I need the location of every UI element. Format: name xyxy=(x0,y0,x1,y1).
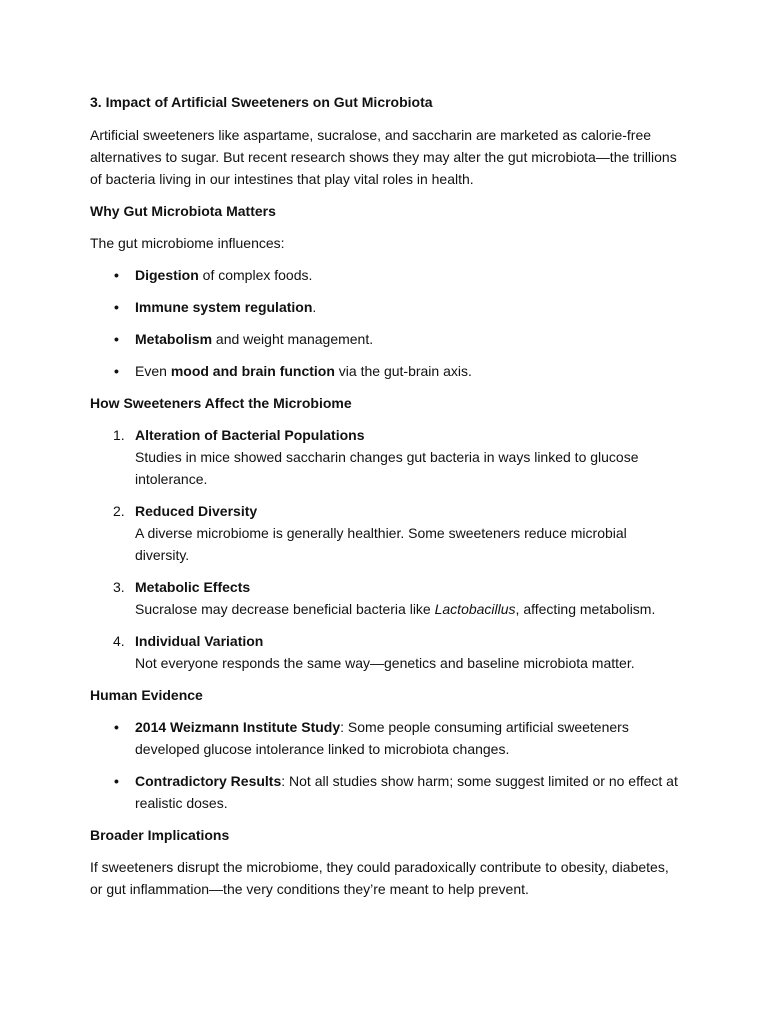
human-heading: Human Evidence xyxy=(90,687,203,703)
section-title: 3. Impact of Artificial Sweeteners on Gut Microbiota xyxy=(90,94,433,110)
step-number: 1. xyxy=(113,427,125,443)
intro-paragraph: Artificial sweeteners like aspartame, sucralose, and saccharin are marketed as calorie-free alternatives to sugar. But recent research shows they may alter the gut microbiota—the trillions of bacteria living in our intestines that play vital roles in health. xyxy=(90,127,677,187)
list-item: • Even mood and brain function via the gut-brain axis. xyxy=(135,360,680,382)
why-lead: The gut microbiome influences: xyxy=(90,235,285,251)
why-heading: Why Gut Microbiota Matters xyxy=(90,203,276,219)
list-item: 1. Alteration of Bacterial Populations Studies in mice showed saccharin changes gut bacteria in ways linked to glucose intolerance. xyxy=(135,424,680,490)
step-number: 2. xyxy=(113,503,125,519)
list-item: 2. Reduced Diversity A diverse microbiome is generally healthier. Some sweeteners reduce microbial diversity. xyxy=(135,500,680,566)
list-item: • Immune system regulation. xyxy=(135,296,680,318)
list-item: • Contradictory Results: Not all studies show harm; some suggest limited or no effect at realistic doses. xyxy=(135,770,680,814)
how-list xyxy=(90,424,680,674)
why-list xyxy=(90,264,680,382)
human-list xyxy=(90,716,680,814)
how-heading: How Sweeteners Affect the Microbiome xyxy=(90,395,352,411)
list-item: 4. Individual Variation Not everyone responds the same way—genetics and baseline microbiota matter. xyxy=(135,630,680,674)
broader-heading: Broader Implications xyxy=(90,827,230,843)
list-item: • 2014 Weizmann Institute Study: Some people consuming artificial sweeteners developed glucose intolerance linked to microbiota changes. xyxy=(135,716,680,760)
step-number: 3. xyxy=(113,579,125,595)
broader-paragraph: If sweeteners disrupt the microbiome, they could paradoxically contribute to obesity, diabetes, or gut inflammation—the very conditions they’re meant to help prevent. xyxy=(90,859,669,897)
list-item: 3. Metabolic Effects Sucralose may decrease beneficial bacteria like Lactobacillus, affecting metabolism. xyxy=(135,576,680,620)
step-title: Alteration of Bacterial Populations xyxy=(135,427,365,443)
list-item: • Digestion of complex foods. xyxy=(135,264,680,286)
step-title: Individual Variation xyxy=(135,633,264,649)
list-item: • Metabolism and weight management. xyxy=(135,328,680,350)
step-title: Reduced Diversity xyxy=(135,503,258,519)
step-title: Metabolic Effects xyxy=(135,579,251,595)
step-number: 4. xyxy=(113,633,125,649)
